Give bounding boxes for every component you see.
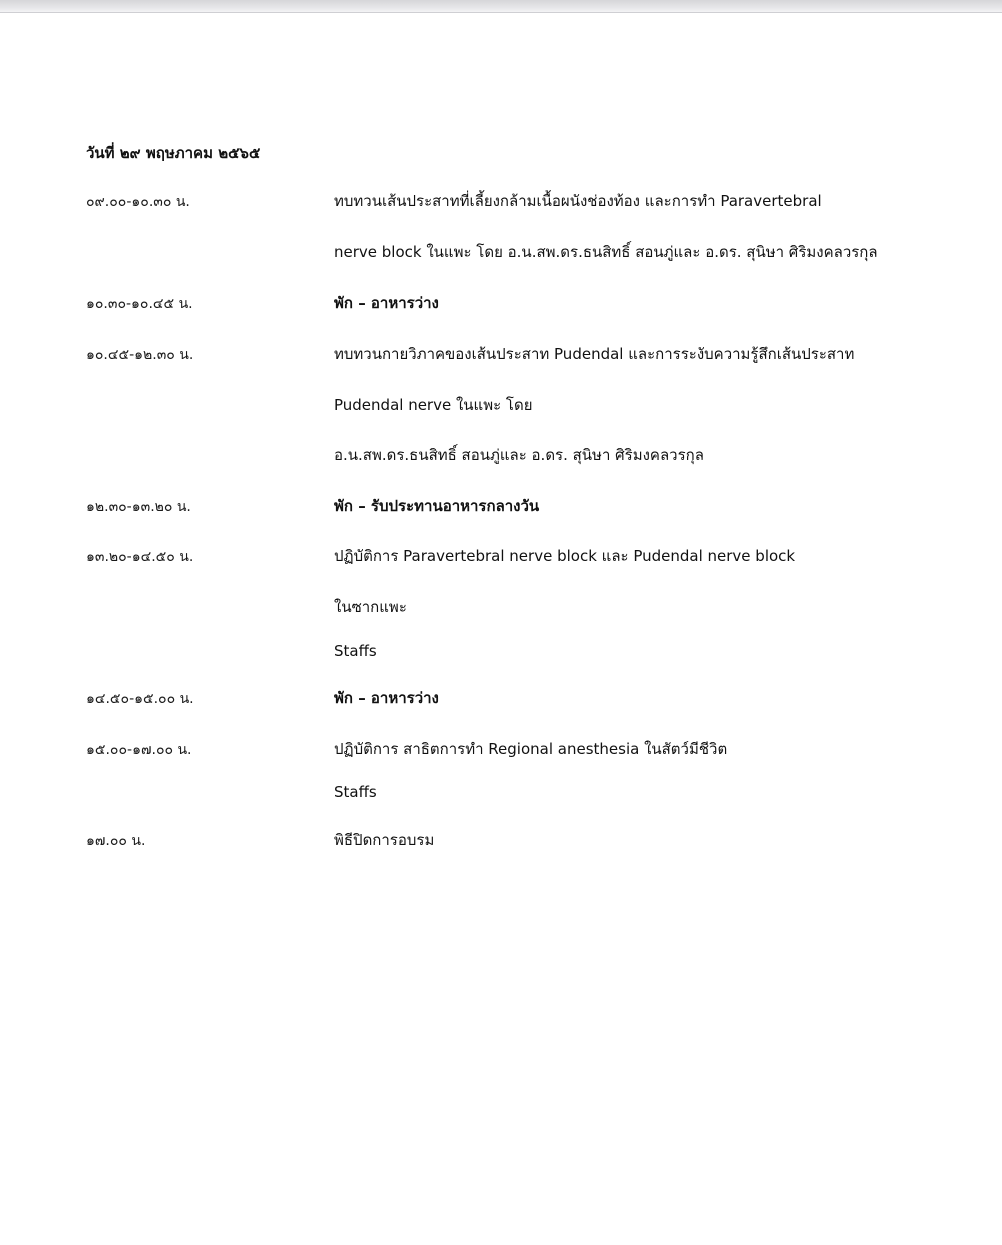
entry-1-line-0: พัก – อาหารว่าง [334,294,439,312]
time-slot-6: ๑๕.๐๐-๑๗.๐๐ น. [86,742,192,758]
entry-2-line-1: Pudendal nerve ในแพะ โดย [334,396,533,414]
time-slot-2: ๑๐.๔๕-๑๒.๓๐ น. [86,347,194,363]
time-slot-7: ๑๗.๐๐ น. [86,833,146,849]
entry-4-line-0: ปฏิบัติการ Paravertebral nerve block และ Pudendal nerve block [334,547,796,565]
entry-5-line-0: พัก – อาหารว่าง [334,689,439,707]
entry-0-line-0: ทบทวนเส้นประสาทที่เลี้ยงกล้ามเนื้อผนังช่องท้อง และการทำ Paravertebral [334,192,822,210]
entry-2-line-2: อ.น.สพ.ดร.ธนสิทธิ์ สอนภู่และ อ.ดร. สุนิษา ศิริมงคลวรกุล [334,446,704,464]
time-slot-0: ๐๙.๐๐-๑๐.๓๐ น. [86,194,190,210]
entry-0-line-1: nerve block ในแพะ โดย อ.น.สพ.ดร.ธนสิทธิ์ สอนภู่และ อ.ดร. สุนิษา ศิริมงคลวรกุล [334,243,878,261]
time-slot-1: ๑๐.๓๐-๑๐.๔๕ น. [86,296,193,312]
time-slot-3: ๑๒.๓๐-๑๓.๒๐ น. [86,499,191,515]
entry-3-line-0: พัก – รับประทานอาหารกลางวัน [334,497,540,515]
time-slot-4: ๑๓.๒๐-๑๔.๕๐ น. [86,549,194,565]
entry-6-line-1: Staffs [334,783,377,801]
entry-4-line-2: Staffs [334,642,377,660]
entry-6-line-0: ปฏิบัติการ สาธิตการทำ Regional anesthesia ในสัตว์มีชีวิต [334,740,728,758]
date-heading: วันที่ ๒๙ พฤษภาคม ๒๕๖๕ [86,144,261,162]
entry-4-line-1: ในซากแพะ [334,598,407,616]
entry-2-line-0: ทบทวนกายวิภาคของเส้นประสาท Pudendal และการระงับความรู้สึกเส้นประสาท [334,345,855,363]
entry-7-line-0: พิธีปิดการอบรม [334,831,435,849]
time-slot-5: ๑๔.๕๐-๑๕.๐๐ น. [86,691,194,707]
